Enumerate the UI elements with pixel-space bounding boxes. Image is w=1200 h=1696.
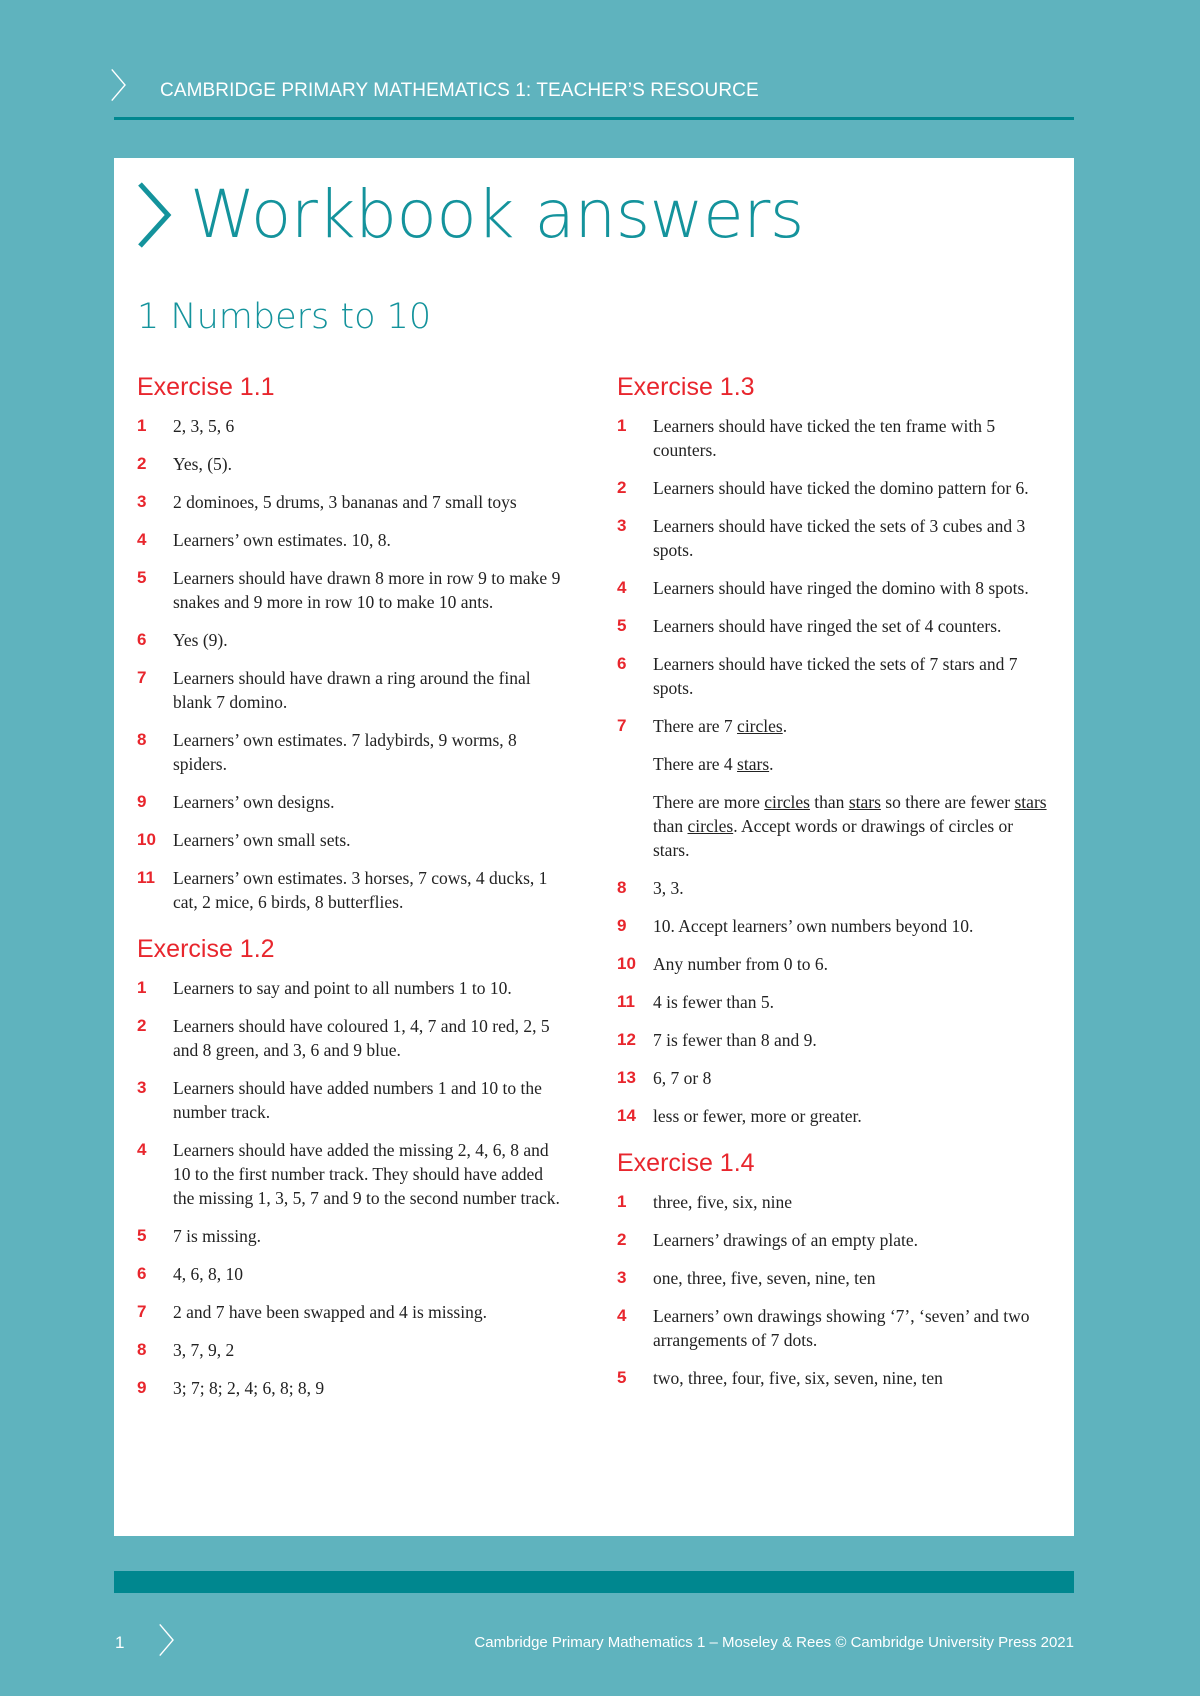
answer-paragraph	[653, 1104, 862, 1128]
exercise-heading: Exercise 1.1	[137, 373, 275, 401]
text-segment: 4, 6, 8, 10	[173, 1264, 243, 1284]
answer-number: 11	[617, 992, 635, 1011]
underlined-word: stars	[1014, 792, 1047, 812]
answer-text	[653, 914, 973, 938]
answer-number: 1	[137, 978, 147, 997]
answer-number: 6	[137, 630, 147, 649]
answer-text	[173, 1138, 567, 1210]
answer-paragraph	[653, 652, 1047, 700]
answer-text	[653, 1028, 817, 1052]
answer-item	[617, 414, 1047, 462]
answer-paragraph	[173, 1376, 324, 1400]
answer-paragraph	[173, 566, 567, 614]
exercise-heading: Exercise 1.2	[137, 935, 275, 963]
answer-number: 7	[617, 716, 627, 735]
answer-item	[137, 566, 567, 614]
answer-item	[617, 514, 1047, 562]
answer-paragraph	[173, 1224, 261, 1248]
answer-paragraph	[653, 576, 1029, 600]
exercise-block	[617, 1148, 1047, 1390]
text-segment: Learners’ own drawings showing ‘7’, ‘seven’ and two arrangements of 7 dots.	[653, 1306, 1030, 1350]
answer-item	[617, 576, 1047, 600]
running-header: CAMBRIDGE PRIMARY MATHEMATICS 1: TEACHER’S RESOURCE	[160, 80, 759, 101]
answer-number: 4	[617, 578, 627, 597]
answer-item	[137, 628, 567, 652]
answer-number: 4	[617, 1306, 627, 1325]
text-segment: Learners should have added the missing 2, 4, 6, 8 and 10 to the first number track. They should have added the missing 1, 3, 5, 7 and 9 to the second number track.	[173, 1140, 560, 1208]
underlined-word: circles	[737, 716, 783, 736]
text-segment: Learners should have ringed the set of 4 counters.	[653, 616, 1002, 636]
answer-number: 10	[137, 830, 156, 849]
answer-text	[173, 414, 234, 438]
answer-text	[653, 990, 774, 1014]
answer-item	[137, 1076, 567, 1124]
answer-text	[173, 566, 567, 614]
answer-paragraph	[173, 728, 567, 776]
answer-number: 2	[137, 1016, 147, 1035]
answer-paragraph	[653, 1304, 1047, 1352]
answer-paragraph	[653, 1228, 918, 1252]
text-segment: 3, 7, 9, 2	[173, 1340, 235, 1360]
answer-item	[137, 828, 567, 852]
answer-number: 10	[617, 954, 636, 973]
answer-number: 6	[137, 1264, 147, 1283]
text-segment: 2 and 7 have been swapped and 4 is missing.	[173, 1302, 487, 1322]
answer-text	[653, 1304, 1047, 1352]
chevron-right-icon	[134, 180, 176, 250]
answer-paragraph	[173, 1014, 567, 1062]
text-segment: Learners should have ticked the domino pattern for 6.	[653, 478, 1029, 498]
answer-number: 11	[137, 868, 155, 887]
answer-paragraph	[653, 876, 684, 900]
answer-paragraph	[653, 990, 774, 1014]
answer-number: 7	[137, 668, 147, 687]
right-column	[617, 372, 1047, 1410]
answer-item	[137, 528, 567, 552]
text-segment: .	[769, 754, 774, 774]
text-segment: so there are fewer	[880, 792, 1015, 812]
answer-paragraph	[653, 790, 1047, 862]
text-segment: Learners should have ticked the ten frame with 5 counters.	[653, 416, 996, 460]
answer-number: 12	[617, 1030, 636, 1049]
text-segment: Learners should have ticked the sets of 7 stars and 7 spots.	[653, 654, 1018, 698]
answer-number: 2	[137, 454, 147, 473]
text-segment: 3, 3.	[653, 878, 684, 898]
left-column	[137, 372, 567, 1420]
text-segment: than	[653, 816, 688, 836]
answer-paragraph	[173, 1338, 234, 1362]
answer-number: 3	[137, 1078, 147, 1097]
text-segment: 4 is fewer than 5.	[653, 992, 775, 1012]
page-number: 1	[115, 1633, 125, 1652]
section-title: 1 Numbers to 10	[137, 297, 432, 337]
text-segment: Yes, (5).	[173, 454, 232, 474]
text-segment: Learners should have coloured 1, 4, 7 and 10 red, 2, 5 and 8 green, and 3, 6 and 9 blue.	[173, 1016, 550, 1060]
answer-item	[137, 666, 567, 714]
page-title: Workbook answers	[190, 176, 804, 253]
answer-number: 13	[617, 1068, 636, 1087]
text-segment: 2, 3, 5, 6	[173, 416, 235, 436]
answer-text	[173, 528, 391, 552]
answer-item	[617, 1190, 1047, 1214]
answer-item	[617, 714, 1047, 862]
answer-text	[173, 790, 335, 814]
answer-paragraph	[173, 628, 228, 652]
answer-text	[653, 1266, 876, 1290]
answer-item	[137, 728, 567, 776]
text-segment: Learners’ own estimates. 10, 8.	[173, 530, 391, 550]
answer-item	[137, 490, 567, 514]
answer-item	[137, 1300, 567, 1324]
chevron-right-icon: 〉	[110, 67, 144, 107]
answer-item	[617, 952, 1047, 976]
answer-paragraph	[173, 1262, 243, 1286]
answer-item	[137, 414, 567, 438]
answer-number: 5	[137, 1226, 147, 1245]
answer-item	[137, 1376, 567, 1400]
answer-item	[137, 1138, 567, 1210]
answer-text	[173, 666, 567, 714]
answer-number: 2	[617, 1230, 627, 1249]
text-segment: less or fewer, more or greater.	[653, 1106, 862, 1126]
answer-item	[617, 1028, 1047, 1052]
answer-text	[653, 614, 1001, 638]
answer-number: 9	[617, 916, 627, 935]
answer-item	[617, 1066, 1047, 1090]
answer-paragraph	[653, 1266, 876, 1290]
exercise-block	[137, 934, 567, 1400]
answer-item	[617, 1228, 1047, 1252]
answer-number: 5	[137, 568, 147, 587]
text-segment: . Accept words or drawings of circles or stars.	[653, 816, 1014, 860]
text-segment: Learners to say and point to all numbers 1 to 10.	[173, 978, 512, 998]
answer-number: 8	[617, 878, 627, 897]
text-segment: two, three, four, five, six, seven, nine, ten	[653, 1368, 943, 1388]
answer-text	[173, 866, 567, 914]
answer-item	[617, 614, 1047, 638]
answer-number: 3	[617, 516, 627, 535]
answer-paragraph	[173, 1138, 567, 1210]
text-segment: Learners should have ringed the domino with 8 spots.	[653, 578, 1029, 598]
answer-item	[137, 866, 567, 914]
answer-paragraph	[173, 828, 351, 852]
answer-item	[617, 914, 1047, 938]
answer-text	[173, 490, 517, 514]
text-segment: 7 is missing.	[173, 1226, 262, 1246]
answer-text	[653, 1366, 943, 1390]
answer-text	[173, 1014, 567, 1062]
answer-text	[653, 1066, 711, 1090]
header-divider	[114, 117, 1074, 120]
answer-paragraph	[173, 490, 517, 514]
answer-number: 9	[137, 1378, 147, 1397]
text-segment: one, three, five, seven, nine, ten	[653, 1268, 876, 1288]
text-segment: Learners’ own estimates. 7 ladybirds, 9 worms, 8 spiders.	[173, 730, 517, 774]
answer-number: 1	[617, 416, 627, 435]
text-segment: 2 dominoes, 5 drums, 3 bananas and 7 small toys	[173, 492, 517, 512]
answer-text	[653, 714, 1047, 862]
text-segment: Learners’ drawings of an empty plate.	[653, 1230, 918, 1250]
answer-item	[617, 1304, 1047, 1352]
answer-number: 1	[617, 1192, 627, 1211]
answer-item	[617, 1104, 1047, 1128]
answer-text	[653, 476, 1029, 500]
answer-paragraph	[173, 452, 232, 476]
text-segment: Yes (9).	[173, 630, 228, 650]
answer-paragraph	[653, 514, 1047, 562]
answer-text	[173, 628, 228, 652]
footer-bar	[114, 1571, 1074, 1593]
exercise-heading: Exercise 1.3	[617, 373, 755, 401]
text-segment: 10. Accept learners’ own numbers beyond 10.	[653, 916, 974, 936]
answer-text	[653, 652, 1047, 700]
answer-number: 3	[617, 1268, 627, 1287]
underlined-word: circles	[764, 792, 810, 812]
answer-text	[653, 1104, 862, 1128]
text-segment: Learners should have drawn 8 more in row 9 to make 9 snakes and 9 more in row 10 to make 10 ants.	[173, 568, 561, 612]
text-segment: 3; 7; 8; 2, 4; 6, 8; 8, 9	[173, 1378, 325, 1398]
chevron-right-icon: 〉	[158, 1622, 192, 1662]
answer-item	[617, 876, 1047, 900]
underlined-word: stars	[848, 792, 881, 812]
underlined-word: stars	[737, 754, 770, 774]
answer-item	[137, 1224, 567, 1248]
answer-number: 7	[137, 1302, 147, 1321]
text-segment: Learners should have drawn a ring around the final blank 7 domino.	[173, 668, 531, 712]
answer-number: 4	[137, 1140, 147, 1159]
answer-number: 8	[137, 1340, 147, 1359]
answer-item	[617, 1266, 1047, 1290]
answer-text	[173, 976, 512, 1000]
answer-paragraph	[653, 1190, 792, 1214]
answer-item	[137, 452, 567, 476]
answer-paragraph	[653, 914, 973, 938]
answer-number: 3	[137, 492, 147, 511]
text-segment: 7 is fewer than 8 and 9.	[653, 1030, 817, 1050]
answer-paragraph	[173, 866, 567, 914]
text-segment: three, five, six, nine	[653, 1192, 792, 1212]
text-segment: There are 4	[653, 754, 738, 774]
text-segment: than	[809, 792, 849, 812]
text-segment: There are 7	[653, 716, 738, 736]
answer-item	[617, 652, 1047, 700]
answer-text	[653, 414, 1047, 462]
answer-text	[173, 1076, 567, 1124]
text-segment: Learners should have added numbers 1 and 10 to the number track.	[173, 1078, 542, 1122]
answer-text	[173, 1262, 243, 1286]
answer-paragraph	[653, 414, 1047, 462]
exercise-block	[617, 372, 1047, 1128]
answer-number: 5	[617, 1368, 627, 1387]
footer-credit: Cambridge Primary Mathematics 1 – Moseley & Rees © Cambridge University Press 2021	[474, 1634, 1074, 1651]
answer-number: 5	[617, 616, 627, 635]
answer-item	[617, 476, 1047, 500]
answer-text	[173, 1376, 324, 1400]
exercise-block	[137, 372, 567, 914]
answer-text	[173, 1224, 261, 1248]
answer-paragraph	[653, 1028, 817, 1052]
text-segment: Learners should have ticked the sets of 3 cubes and 3 spots.	[653, 516, 1026, 560]
answer-paragraph	[653, 1066, 711, 1090]
answer-number: 14	[617, 1106, 636, 1125]
answer-text	[173, 728, 567, 776]
answer-text	[173, 452, 232, 476]
text-segment: 6, 7 or 8	[653, 1068, 712, 1088]
answer-number: 9	[137, 792, 147, 811]
text-segment: Learners’ own designs.	[173, 792, 335, 812]
answer-text	[653, 576, 1029, 600]
answer-paragraph	[173, 1076, 567, 1124]
answer-paragraph	[653, 476, 1029, 500]
answer-paragraph	[173, 1300, 487, 1324]
answer-number: 2	[617, 478, 627, 497]
answer-text	[653, 1190, 792, 1214]
answer-paragraph	[653, 1366, 943, 1390]
text-segment: There are more	[653, 792, 765, 812]
answer-text	[653, 952, 828, 976]
answer-number: 6	[617, 654, 627, 673]
exercise-heading: Exercise 1.4	[617, 1149, 755, 1177]
answer-item	[137, 1262, 567, 1286]
answer-number: 4	[137, 530, 147, 549]
answer-text	[653, 514, 1047, 562]
text-segment: Learners’ own small sets.	[173, 830, 351, 850]
answer-text	[173, 1300, 487, 1324]
answer-text	[653, 1228, 918, 1252]
answer-item	[137, 790, 567, 814]
text-segment: .	[782, 716, 788, 736]
answer-item	[137, 1014, 567, 1062]
answer-paragraph	[653, 714, 1047, 738]
answer-paragraph	[653, 752, 1047, 776]
answer-paragraph	[173, 666, 567, 714]
answer-item	[617, 1366, 1047, 1390]
answer-number: 1	[137, 416, 147, 435]
text-segment: Learners’ own estimates. 3 horses, 7 cows, 4 ducks, 1 cat, 2 mice, 6 birds, 8 butterflies.	[173, 868, 548, 912]
answer-item	[617, 990, 1047, 1014]
answer-number: 8	[137, 730, 147, 749]
answer-paragraph	[173, 414, 234, 438]
answer-text	[173, 1338, 234, 1362]
answer-item	[137, 976, 567, 1000]
answer-paragraph	[653, 614, 1001, 638]
answer-text	[653, 876, 684, 900]
answer-item	[137, 1338, 567, 1362]
text-segment: Any number from 0 to 6.	[653, 954, 828, 974]
answer-paragraph	[173, 976, 512, 1000]
answer-paragraph	[173, 528, 391, 552]
answer-text	[173, 828, 351, 852]
answer-paragraph	[173, 790, 335, 814]
underlined-word: circles	[687, 816, 734, 836]
answer-paragraph	[653, 952, 828, 976]
